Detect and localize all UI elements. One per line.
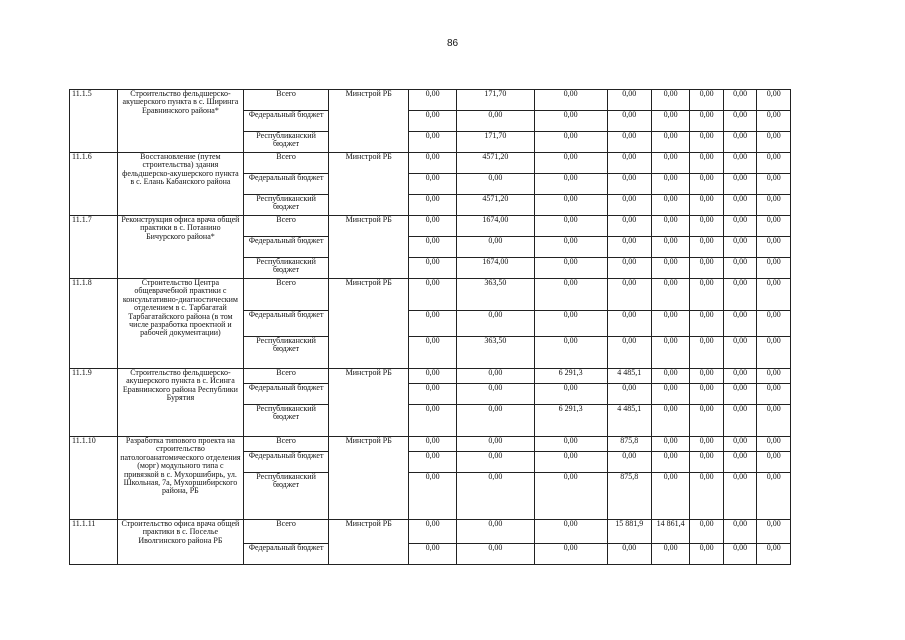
value-cell: 0,00	[757, 369, 791, 384]
value-cell: 0,00	[757, 473, 791, 520]
value-cell: 0,00	[409, 132, 457, 153]
value-cell: 0,00	[690, 153, 723, 174]
value-cell: 0,00	[651, 195, 690, 216]
value-cell: 0,00	[651, 237, 690, 258]
value-cell: 0,00	[607, 90, 651, 111]
value-cell: 0,00	[690, 437, 723, 452]
item-code: 11.1.5	[70, 90, 118, 153]
value-cell: 0,00	[723, 111, 756, 132]
value-cell: 0,00	[723, 520, 756, 544]
value-cell: 0,00	[457, 237, 534, 258]
value-cell: 0,00	[607, 195, 651, 216]
value-cell: 0,00	[534, 153, 607, 174]
funding-source: Республиканский бюджет	[243, 473, 329, 520]
value-cell: 0,00	[690, 384, 723, 405]
value-cell: 0,00	[651, 437, 690, 452]
value-cell: 0,00	[607, 111, 651, 132]
value-cell: 0,00	[723, 195, 756, 216]
value-cell: 0,00	[651, 216, 690, 237]
value-cell: 0,00	[534, 437, 607, 452]
value-cell: 0,00	[651, 258, 690, 279]
item-code: 11.1.9	[70, 369, 118, 437]
funding-source: Всего	[243, 520, 329, 544]
value-cell: 0,00	[723, 544, 756, 565]
funding-source: Федеральный бюджет	[243, 544, 329, 565]
funding-source: Всего	[243, 369, 329, 384]
item-code: 11.1.7	[70, 216, 118, 279]
value-cell: 0,00	[409, 195, 457, 216]
value-cell: 0,00	[690, 452, 723, 473]
value-cell: 0,00	[651, 337, 690, 369]
value-cell: 0,00	[757, 195, 791, 216]
value-cell: 0,00	[757, 544, 791, 565]
budget-table	[69, 89, 791, 565]
value-cell: 0,00	[607, 544, 651, 565]
value-cell: 0,00	[607, 132, 651, 153]
value-cell: 0,00	[690, 544, 723, 565]
value-cell: 0,00	[651, 311, 690, 337]
value-cell: 0,00	[409, 258, 457, 279]
value-cell: 0,00	[534, 544, 607, 565]
value-cell: 0,00	[409, 405, 457, 437]
value-cell: 4 485,1	[607, 369, 651, 384]
value-cell: 1674,00	[457, 216, 534, 237]
value-cell: 0,00	[607, 337, 651, 369]
value-cell: 0,00	[757, 153, 791, 174]
value-cell: 0,00	[690, 473, 723, 520]
table-row	[70, 153, 791, 174]
value-cell: 0,00	[534, 90, 607, 111]
item-name: Восстановление (путем строительства) здания фельдшерско-акушерского пункта в с. Елань Кабанского района	[118, 153, 244, 216]
value-cell: 0,00	[409, 237, 457, 258]
executor: Минстрой РБ	[329, 216, 409, 279]
item-code: 11.1.10	[70, 437, 118, 520]
value-cell: 0,00	[723, 452, 756, 473]
value-cell: 363,50	[457, 279, 534, 311]
value-cell: 363,50	[457, 337, 534, 369]
value-cell: 0,00	[651, 279, 690, 311]
funding-source: Всего	[243, 216, 329, 237]
value-cell: 0,00	[409, 311, 457, 337]
value-cell: 0,00	[723, 279, 756, 311]
value-cell: 0,00	[607, 174, 651, 195]
value-cell: 0,00	[757, 174, 791, 195]
value-cell: 4 485,1	[607, 405, 651, 437]
value-cell: 0,00	[457, 437, 534, 452]
value-cell: 0,00	[534, 195, 607, 216]
value-cell: 0,00	[409, 544, 457, 565]
value-cell: 0,00	[457, 384, 534, 405]
value-cell: 0,00	[757, 111, 791, 132]
funding-source: Всего	[243, 90, 329, 111]
value-cell: 0,00	[690, 369, 723, 384]
value-cell: 0,00	[651, 544, 690, 565]
value-cell: 0,00	[757, 90, 791, 111]
value-cell: 0,00	[690, 279, 723, 311]
value-cell: 0,00	[757, 437, 791, 452]
value-cell: 0,00	[607, 452, 651, 473]
value-cell: 0,00	[651, 111, 690, 132]
value-cell: 0,00	[690, 258, 723, 279]
value-cell: 0,00	[690, 405, 723, 437]
value-cell: 4571,20	[457, 195, 534, 216]
value-cell: 0,00	[534, 111, 607, 132]
value-cell: 0,00	[409, 216, 457, 237]
value-cell: 0,00	[723, 132, 756, 153]
funding-source: Федеральный бюджет	[243, 311, 329, 337]
value-cell: 0,00	[690, 237, 723, 258]
value-cell: 0,00	[409, 473, 457, 520]
table-row	[70, 279, 791, 311]
value-cell: 0,00	[690, 132, 723, 153]
table-row	[70, 437, 791, 452]
value-cell: 0,00	[409, 153, 457, 174]
value-cell: 0,00	[409, 174, 457, 195]
value-cell: 0,00	[723, 237, 756, 258]
value-cell: 171,70	[457, 90, 534, 111]
value-cell: 0,00	[457, 174, 534, 195]
value-cell: 875,8	[607, 437, 651, 452]
value-cell: 0,00	[534, 237, 607, 258]
value-cell: 0,00	[723, 405, 756, 437]
table-row	[70, 369, 791, 384]
value-cell: 0,00	[457, 311, 534, 337]
funding-source: Федеральный бюджет	[243, 111, 329, 132]
item-name: Строительство фельдшерско-акушерского пункта в с. Ширинга Еравнинского района*	[118, 90, 244, 153]
table-row	[70, 520, 791, 544]
value-cell: 0,00	[607, 153, 651, 174]
value-cell: 0,00	[409, 437, 457, 452]
value-cell: 875,8	[607, 473, 651, 520]
value-cell: 0,00	[607, 311, 651, 337]
item-name: Разработка типового проекта на строительство патологоанатомического отделения (морг) модульного типа с привязкой в с. Мухоршибирь, ул. Школьная, 7а, Мухоршибирского района, РБ	[118, 437, 244, 520]
value-cell: 0,00	[690, 311, 723, 337]
value-cell: 0,00	[457, 473, 534, 520]
value-cell: 0,00	[409, 520, 457, 544]
value-cell: 0,00	[651, 132, 690, 153]
funding-source: Республиканский бюджет	[243, 405, 329, 437]
executor: Минстрой РБ	[329, 520, 409, 565]
value-cell: 14 861,4	[651, 520, 690, 544]
value-cell: 0,00	[723, 258, 756, 279]
value-cell: 0,00	[723, 311, 756, 337]
funding-source: Всего	[243, 437, 329, 452]
funding-source: Республиканский бюджет	[243, 195, 329, 216]
value-cell: 0,00	[607, 237, 651, 258]
value-cell: 0,00	[651, 384, 690, 405]
value-cell: 0,00	[409, 90, 457, 111]
funding-source: Федеральный бюджет	[243, 452, 329, 473]
value-cell: 0,00	[457, 369, 534, 384]
funding-source: Федеральный бюджет	[243, 174, 329, 195]
value-cell: 0,00	[651, 473, 690, 520]
value-cell: 0,00	[534, 132, 607, 153]
funding-source: Республиканский бюджет	[243, 337, 329, 369]
value-cell: 0,00	[651, 153, 690, 174]
value-cell: 0,00	[534, 216, 607, 237]
value-cell: 0,00	[757, 237, 791, 258]
page-number: 86	[446, 38, 459, 49]
table-row	[70, 216, 791, 237]
value-cell: 0,00	[534, 452, 607, 473]
value-cell: 0,00	[534, 258, 607, 279]
executor: Минстрой РБ	[329, 153, 409, 216]
value-cell: 171,70	[457, 132, 534, 153]
value-cell: 0,00	[723, 384, 756, 405]
funding-source: Федеральный бюджет	[243, 237, 329, 258]
value-cell: 0,00	[534, 384, 607, 405]
value-cell: 0,00	[607, 216, 651, 237]
value-cell: 0,00	[723, 174, 756, 195]
value-cell: 0,00	[607, 384, 651, 405]
value-cell: 1674,00	[457, 258, 534, 279]
value-cell: 0,00	[690, 90, 723, 111]
executor: Минстрой РБ	[329, 90, 409, 153]
value-cell: 0,00	[723, 216, 756, 237]
funding-source: Всего	[243, 279, 329, 311]
executor: Минстрой РБ	[329, 369, 409, 437]
value-cell: 0,00	[457, 452, 534, 473]
value-cell: 0,00	[690, 195, 723, 216]
value-cell: 0,00	[409, 111, 457, 132]
value-cell: 6 291,3	[534, 369, 607, 384]
value-cell: 15 881,9	[607, 520, 651, 544]
value-cell: 0,00	[690, 520, 723, 544]
value-cell: 0,00	[757, 216, 791, 237]
item-name: Строительство Центра общеврачебной практики с консультативно-диагностическим отделением в с. Тарбагатай Тарбагатайского района (в том числе разработка проектной и рабочей документации)	[118, 279, 244, 369]
value-cell: 0,00	[690, 337, 723, 369]
value-cell: 0,00	[534, 174, 607, 195]
value-cell: 0,00	[534, 311, 607, 337]
value-cell: 0,00	[409, 337, 457, 369]
funding-source: Республиканский бюджет	[243, 258, 329, 279]
value-cell: 0,00	[534, 520, 607, 544]
value-cell: 0,00	[757, 311, 791, 337]
value-cell: 0,00	[757, 405, 791, 437]
value-cell: 0,00	[690, 111, 723, 132]
value-cell: 0,00	[723, 337, 756, 369]
item-code: 11.1.11	[70, 520, 118, 565]
value-cell: 0,00	[757, 132, 791, 153]
value-cell: 0,00	[409, 369, 457, 384]
funding-source: Республиканский бюджет	[243, 132, 329, 153]
value-cell: 0,00	[457, 544, 534, 565]
value-cell: 0,00	[534, 337, 607, 369]
executor: Минстрой РБ	[329, 437, 409, 520]
value-cell: 0,00	[457, 520, 534, 544]
value-cell: 0,00	[651, 369, 690, 384]
value-cell: 0,00	[757, 258, 791, 279]
value-cell: 0,00	[757, 337, 791, 369]
funding-source: Всего	[243, 153, 329, 174]
value-cell: 0,00	[757, 452, 791, 473]
value-cell: 0,00	[651, 90, 690, 111]
item-code: 11.1.6	[70, 153, 118, 216]
value-cell: 0,00	[409, 279, 457, 311]
value-cell: 0,00	[409, 452, 457, 473]
item-name: Строительство фельдшерско-акушерского пункта в с. Исинга Еравнинского района Республики Бурятия	[118, 369, 244, 437]
value-cell: 0,00	[723, 473, 756, 520]
value-cell: 0,00	[457, 405, 534, 437]
value-cell: 0,00	[607, 258, 651, 279]
table-row	[70, 90, 791, 111]
value-cell: 0,00	[651, 405, 690, 437]
value-cell: 6 291,3	[534, 405, 607, 437]
item-code: 11.1.8	[70, 279, 118, 369]
value-cell: 0,00	[723, 369, 756, 384]
value-cell: 0,00	[723, 90, 756, 111]
value-cell: 0,00	[723, 153, 756, 174]
value-cell: 0,00	[723, 437, 756, 452]
value-cell: 0,00	[690, 216, 723, 237]
value-cell: 0,00	[534, 473, 607, 520]
value-cell: 0,00	[757, 279, 791, 311]
funding-source: Федеральный бюджет	[243, 384, 329, 405]
executor: Минстрой РБ	[329, 279, 409, 369]
value-cell: 0,00	[457, 111, 534, 132]
value-cell: 0,00	[757, 520, 791, 544]
value-cell: 0,00	[690, 174, 723, 195]
value-cell: 0,00	[607, 279, 651, 311]
value-cell: 0,00	[757, 384, 791, 405]
item-name: Реконструкция офиса врача общей практики в с. Потанино Бичурского района*	[118, 216, 244, 279]
item-name: Строительство офиса врача общей практики в с. Поселье Иволгинского района РБ	[118, 520, 244, 565]
value-cell: 0,00	[651, 174, 690, 195]
value-cell: 0,00	[409, 384, 457, 405]
value-cell: 4571,20	[457, 153, 534, 174]
value-cell: 0,00	[651, 452, 690, 473]
value-cell: 0,00	[534, 279, 607, 311]
